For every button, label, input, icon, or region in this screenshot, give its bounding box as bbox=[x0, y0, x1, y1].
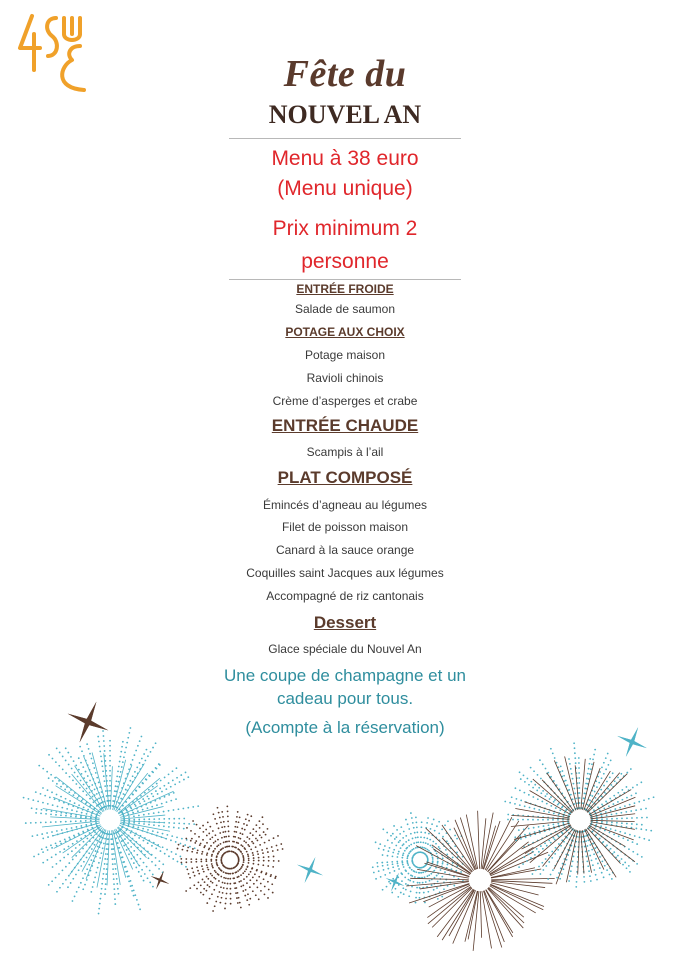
menu-item: Filet de poisson maison bbox=[281, 520, 409, 534]
section-heading-entree-froide: ENTRÉE FROIDE bbox=[296, 282, 394, 296]
fireworks-icon bbox=[0, 690, 690, 960]
menu-item: Glace spéciale du Nouvel An bbox=[268, 642, 422, 656]
footer-deposit-note: (Acompte à la réservation) bbox=[245, 718, 445, 737]
menu-item: Potage maison bbox=[304, 348, 386, 362]
minimum-line: Prix minimum 2 bbox=[272, 217, 418, 240]
page-title: Fête du bbox=[283, 53, 407, 95]
section-heading-entree-chaude: ENTRÉE CHAUDE bbox=[271, 416, 419, 435]
menu-item: Accompagné de riz cantonais bbox=[266, 589, 424, 603]
divider bbox=[229, 138, 461, 139]
menu-item: Coquilles saint Jacques aux légumes bbox=[246, 566, 444, 580]
menu-item: Crème d’asperges et crabe bbox=[272, 394, 418, 408]
price-line: Menu à 38 euro bbox=[271, 147, 419, 170]
section-heading-plat: PLAT COMPOSÉ bbox=[277, 468, 413, 487]
section-heading-dessert: Dessert bbox=[313, 613, 377, 632]
footer-offer-line: Une coupe de champagne et un bbox=[224, 666, 466, 685]
menu-item: Canard à la sauce orange bbox=[275, 543, 415, 557]
divider bbox=[229, 279, 461, 280]
page-subtitle: NOUVEL AN bbox=[268, 100, 422, 129]
footer-offer-line-2: cadeau pour tous. bbox=[276, 689, 414, 708]
menu-item: Scampis à l’ail bbox=[306, 445, 384, 459]
minimum-line-2: personne bbox=[301, 250, 389, 273]
menu-item: Ravioli chinois bbox=[306, 371, 384, 385]
menu-item: Émincés d’agneau au légumes bbox=[262, 498, 428, 512]
menu-type-line: (Menu unique) bbox=[277, 177, 413, 200]
menu-item: Salade de saumon bbox=[294, 302, 396, 316]
section-heading-potage: POTAGE AUX CHOIX bbox=[285, 325, 405, 339]
